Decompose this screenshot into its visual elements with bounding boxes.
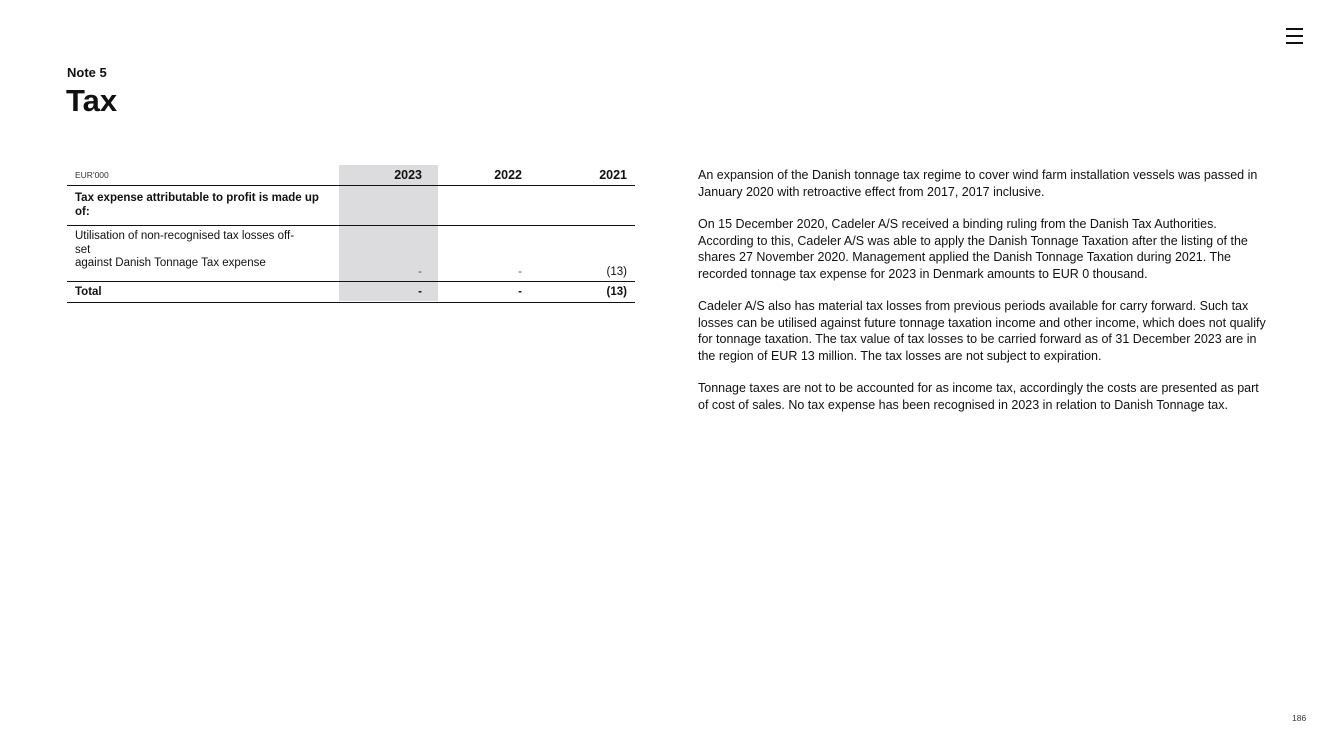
detail-value-2022: - (518, 266, 522, 278)
menu-bar-middle (1286, 35, 1303, 37)
total-label: Total (75, 286, 102, 298)
body-text (698, 167, 1270, 429)
year-header-2021: 2021 (599, 168, 627, 182)
table-section-row (67, 186, 635, 226)
table-total-row (67, 282, 635, 303)
menu-bar-bottom (1286, 42, 1303, 44)
hamburger-menu-icon[interactable] (1284, 26, 1306, 48)
page-title: Tax (66, 83, 118, 118)
paragraph-4: Tonnage taxes are not to be accounted for as income tax, accordingly the costs are presented as part of cost of sales. No tax expense has been recognised in 2023 in relation to Danish Tonnage tax. (698, 381, 1259, 412)
unit-label: EUR'000 (75, 170, 109, 180)
note-label: Note 5 (67, 65, 107, 80)
detail-value-2023: - (418, 266, 422, 278)
menu-bar-top (1286, 28, 1303, 30)
table-row (67, 226, 635, 282)
paragraph-1: An expansion of the Danish tonnage tax regime to cover wind farm installation vessels was passed in January 2020 with retroactive effect from 2017, 2017 inclusive. (698, 168, 1258, 199)
detail-label (67, 226, 331, 271)
detail-label-line-3: against Danish Tonnage Tax expense (75, 257, 266, 269)
section-heading: Tax expense attributable to profit is made up of: (75, 192, 319, 218)
page-number: 186 (1292, 713, 1307, 723)
total-value-2021: (13) (606, 286, 627, 298)
total-value-2022: - (518, 286, 522, 298)
table-header-row (67, 165, 635, 186)
total-value-2023: - (418, 286, 422, 298)
year-header-2022: 2022 (494, 168, 522, 182)
paragraph-2: On 15 December 2020, Cadeler A/S received a binding ruling from the Danish Tax Authorities. According to this, Cadeler A/S was able to apply the Danish Tonnage Taxation after the listing of the shares 27 November 2020. Management applied the Danish Tonnage Taxation during 2021. The recorded tonnage tax expense for 2023 in Denmark amounts to EUR 0 thousand. (698, 217, 1248, 281)
tax-table (67, 165, 635, 303)
year-header-2023: 2023 (394, 168, 422, 182)
detail-value-2021: (13) (606, 266, 627, 278)
paragraph-3: Cadeler A/S also has material tax losses from previous periods available for carry forward. Such tax losses can be utilised against future tonnage taxation income and other income, which does not qualify for tonnage taxation. The tax value of tax losses to be carried forward as of 31 December 2023 are in the region of EUR 13 million. The tax losses are not subject to expiration. (698, 299, 1266, 363)
detail-label-line-2: set (75, 243, 91, 256)
detail-label-line-1: Utilisation of non-recognised tax losses off- (75, 230, 295, 242)
